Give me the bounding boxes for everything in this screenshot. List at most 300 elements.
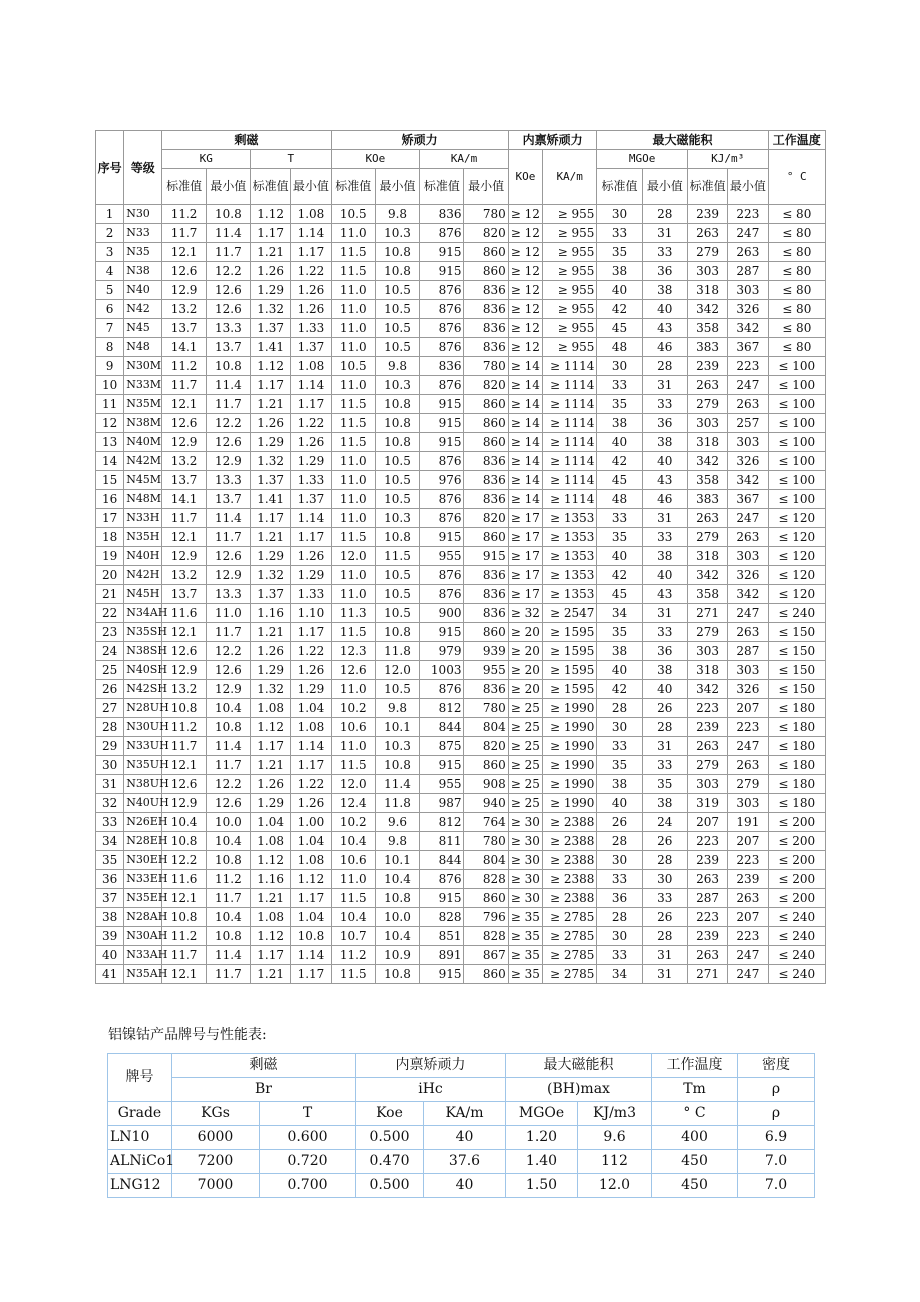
t-min-cell: 10.8	[291, 927, 331, 946]
seq-cell: 8	[96, 338, 124, 357]
kj-min-cell: 303	[728, 433, 768, 452]
temp-cell: ≤ 100	[768, 452, 825, 471]
alnico-kam-cell: 40	[424, 1174, 506, 1198]
t-std-cell: 1.21	[251, 528, 291, 547]
kg-std-cell: 12.6	[162, 414, 206, 433]
kj-min-cell: 303	[728, 661, 768, 680]
ik-kam-cell: ≥ 955	[543, 281, 597, 300]
mgoe-min-cell: 31	[642, 946, 687, 965]
grade-cell: N35H	[124, 528, 162, 547]
mgoe-min-cell: 31	[642, 604, 687, 623]
alnico-header-kgs: KGs	[172, 1102, 260, 1126]
temp-cell: ≤ 80	[768, 243, 825, 262]
ik-kam-cell: ≥ 1114	[543, 376, 597, 395]
seq-cell: 36	[96, 870, 124, 889]
t-std-cell: 1.17	[251, 224, 291, 243]
kg-min-cell: 11.7	[206, 243, 250, 262]
table-row	[96, 965, 826, 984]
alnico-header-rho: ρ	[738, 1078, 815, 1102]
seq-cell: 4	[96, 262, 124, 281]
kj-std-cell: 342	[687, 680, 727, 699]
koe-std-cell: 10.4	[331, 908, 375, 927]
mgoe-min-cell: 40	[642, 566, 687, 585]
koe-min-cell: 10.5	[375, 585, 419, 604]
alnico-kgs-cell: 7000	[172, 1174, 260, 1198]
temp-cell: ≤ 200	[768, 889, 825, 908]
kam-min-cell: 836	[464, 490, 508, 509]
kg-min-cell: 13.7	[206, 338, 250, 357]
table-row	[96, 243, 826, 262]
koe-std-cell: 11.0	[331, 680, 375, 699]
header-ik-kam: KA/m	[543, 150, 597, 205]
koe-std-cell: 10.4	[331, 832, 375, 851]
alnico-kgs-cell: 6000	[172, 1126, 260, 1150]
seq-cell: 14	[96, 452, 124, 471]
seq-cell: 38	[96, 908, 124, 927]
temp-cell: ≤ 180	[768, 794, 825, 813]
kg-min-cell: 11.4	[206, 376, 250, 395]
seq-cell: 10	[96, 376, 124, 395]
alnico-t-cell: 0.600	[260, 1126, 356, 1150]
kam-std-cell: 836	[420, 205, 464, 224]
alnico-tm-cell: 400	[652, 1126, 738, 1150]
kam-min-cell: 955	[464, 661, 508, 680]
alnico-header-t: T	[260, 1102, 356, 1126]
kg-min-cell: 11.7	[206, 965, 250, 984]
temp-cell: ≤ 100	[768, 376, 825, 395]
kam-min-cell: 820	[464, 737, 508, 756]
t-min-cell: 1.14	[291, 737, 331, 756]
seq-cell: 2	[96, 224, 124, 243]
ik-kam-cell: ≥ 955	[543, 205, 597, 224]
temp-cell: ≤ 150	[768, 642, 825, 661]
table-row	[96, 756, 826, 775]
koe-std-cell: 11.0	[331, 452, 375, 471]
header-coercivity: 矫顽力	[331, 131, 508, 150]
koe-std-cell: 10.5	[331, 357, 375, 376]
kam-min-cell: 939	[464, 642, 508, 661]
temp-cell: ≤ 80	[768, 224, 825, 243]
t-std-cell: 1.04	[251, 813, 291, 832]
kj-min-cell: 223	[728, 851, 768, 870]
mgoe-std-cell: 30	[597, 927, 642, 946]
ik-koe-cell: ≥ 25	[508, 794, 542, 813]
alnico-kj-cell: 112	[578, 1150, 652, 1174]
seq-cell: 20	[96, 566, 124, 585]
header-work-temp: 工作温度	[768, 131, 825, 150]
alnico-header-ihc: iHc	[356, 1078, 506, 1102]
koe-std-cell: 11.0	[331, 870, 375, 889]
mgoe-min-cell: 31	[642, 376, 687, 395]
table-row	[96, 414, 826, 433]
t-std-cell: 1.29	[251, 794, 291, 813]
kg-min-cell: 11.7	[206, 528, 250, 547]
mgoe-std-cell: 36	[597, 889, 642, 908]
kj-std-cell: 207	[687, 813, 727, 832]
t-std-cell: 1.29	[251, 281, 291, 300]
t-std-cell: 1.12	[251, 205, 291, 224]
ik-kam-cell: ≥ 2785	[543, 927, 597, 946]
ik-koe-cell: ≥ 12	[508, 281, 542, 300]
alnico-header-bhmax: (BH)max	[506, 1078, 652, 1102]
grade-cell: N40	[124, 281, 162, 300]
alnico-header-tm: Tm	[652, 1078, 738, 1102]
koe-std-cell: 12.0	[331, 775, 375, 794]
t-min-cell: 1.17	[291, 965, 331, 984]
kj-min-cell: 223	[728, 205, 768, 224]
mgoe-std-cell: 48	[597, 338, 642, 357]
koe-min-cell: 10.5	[375, 566, 419, 585]
kg-min-cell: 12.9	[206, 452, 250, 471]
koe-std-cell: 11.0	[331, 585, 375, 604]
kam-min-cell: 908	[464, 775, 508, 794]
kj-min-cell: 247	[728, 509, 768, 528]
temp-cell: ≤ 240	[768, 965, 825, 984]
mgoe-std-cell: 33	[597, 376, 642, 395]
header-kj-min: 最小值	[728, 169, 768, 205]
t-min-cell: 1.14	[291, 376, 331, 395]
mgoe-std-cell: 35	[597, 528, 642, 547]
kj-min-cell: 247	[728, 376, 768, 395]
ik-koe-cell: ≥ 14	[508, 433, 542, 452]
kj-std-cell: 279	[687, 243, 727, 262]
kj-min-cell: 223	[728, 718, 768, 737]
temp-cell: ≤ 80	[768, 262, 825, 281]
t-std-cell: 1.29	[251, 661, 291, 680]
ndfeb-table-header	[96, 131, 826, 205]
seq-cell: 11	[96, 395, 124, 414]
kam-min-cell: 780	[464, 832, 508, 851]
t-std-cell: 1.32	[251, 566, 291, 585]
mgoe-min-cell: 33	[642, 756, 687, 775]
koe-min-cell: 10.5	[375, 471, 419, 490]
kj-std-cell: 239	[687, 718, 727, 737]
table-row	[96, 737, 826, 756]
header-mgoe-std: 标准值	[597, 169, 642, 205]
kg-min-cell: 13.7	[206, 490, 250, 509]
kg-std-cell: 11.7	[162, 509, 206, 528]
kj-std-cell: 319	[687, 794, 727, 813]
kam-std-cell: 891	[420, 946, 464, 965]
alnico-header-br: Br	[172, 1078, 356, 1102]
t-std-cell: 1.16	[251, 604, 291, 623]
header-seq: 序号	[96, 131, 124, 205]
mgoe-min-cell: 35	[642, 775, 687, 794]
kj-std-cell: 271	[687, 965, 727, 984]
kj-std-cell: 342	[687, 452, 727, 471]
seq-cell: 28	[96, 718, 124, 737]
kj-std-cell: 383	[687, 338, 727, 357]
koe-min-cell: 10.8	[375, 433, 419, 452]
kg-std-cell: 12.6	[162, 775, 206, 794]
ik-koe-cell: ≥ 35	[508, 946, 542, 965]
t-std-cell: 1.29	[251, 433, 291, 452]
koe-std-cell: 12.0	[331, 547, 375, 566]
mgoe-std-cell: 38	[597, 775, 642, 794]
alnico-kam-cell: 40	[424, 1126, 506, 1150]
koe-min-cell: 10.5	[375, 604, 419, 623]
ik-koe-cell: ≥ 12	[508, 319, 542, 338]
ik-kam-cell: ≥ 1114	[543, 471, 597, 490]
koe-std-cell: 11.0	[331, 737, 375, 756]
mgoe-std-cell: 28	[597, 832, 642, 851]
kg-min-cell: 11.7	[206, 756, 250, 775]
header-t-min: 最小值	[291, 169, 331, 205]
grade-cell: N33AH	[124, 946, 162, 965]
kj-std-cell: 342	[687, 300, 727, 319]
table-row	[96, 889, 826, 908]
koe-min-cell: 10.8	[375, 528, 419, 547]
ik-koe-cell: ≥ 20	[508, 680, 542, 699]
seq-cell: 16	[96, 490, 124, 509]
kam-min-cell: 836	[464, 452, 508, 471]
table-row	[96, 262, 826, 281]
mgoe-min-cell: 33	[642, 889, 687, 908]
mgoe-min-cell: 31	[642, 224, 687, 243]
koe-min-cell: 11.4	[375, 775, 419, 794]
grade-cell: N38SH	[124, 642, 162, 661]
kg-min-cell: 12.2	[206, 642, 250, 661]
table-row	[96, 547, 826, 566]
koe-std-cell: 11.0	[331, 490, 375, 509]
ik-kam-cell: ≥ 1595	[543, 661, 597, 680]
t-min-cell: 1.17	[291, 623, 331, 642]
grade-cell: N38UH	[124, 775, 162, 794]
kam-std-cell: 828	[420, 908, 464, 927]
alnico-header-grade-cn: 牌号	[108, 1054, 172, 1102]
mgoe-std-cell: 28	[597, 699, 642, 718]
kg-std-cell: 11.7	[162, 737, 206, 756]
temp-cell: ≤ 240	[768, 927, 825, 946]
table-row	[96, 832, 826, 851]
mgoe-std-cell: 42	[597, 680, 642, 699]
kam-min-cell: 820	[464, 509, 508, 528]
kg-std-cell: 12.9	[162, 661, 206, 680]
header-koe-std: 标准值	[331, 169, 375, 205]
table-row	[96, 509, 826, 528]
mgoe-std-cell: 42	[597, 566, 642, 585]
t-min-cell: 1.17	[291, 243, 331, 262]
ik-kam-cell: ≥ 955	[543, 243, 597, 262]
kj-min-cell: 247	[728, 224, 768, 243]
t-min-cell: 1.04	[291, 832, 331, 851]
ik-koe-cell: ≥ 35	[508, 908, 542, 927]
ik-kam-cell: ≥ 2388	[543, 851, 597, 870]
grade-cell: N45	[124, 319, 162, 338]
temp-cell: ≤ 120	[768, 585, 825, 604]
ik-koe-cell: ≥ 30	[508, 851, 542, 870]
alnico-mgoe-cell: 1.40	[506, 1150, 578, 1174]
t-min-cell: 1.22	[291, 414, 331, 433]
kj-min-cell: 287	[728, 262, 768, 281]
alnico-rho-cell: 7.0	[738, 1150, 815, 1174]
temp-cell: ≤ 80	[768, 319, 825, 338]
t-min-cell: 1.00	[291, 813, 331, 832]
kam-std-cell: 987	[420, 794, 464, 813]
koe-min-cell: 10.8	[375, 395, 419, 414]
ik-kam-cell: ≥ 1114	[543, 414, 597, 433]
koe-std-cell: 11.5	[331, 623, 375, 642]
koe-min-cell: 9.6	[375, 813, 419, 832]
koe-min-cell: 10.8	[375, 756, 419, 775]
kg-min-cell: 13.3	[206, 319, 250, 338]
kg-std-cell: 11.7	[162, 376, 206, 395]
alnico-grade-cell: LN10	[108, 1126, 172, 1150]
table-row	[96, 870, 826, 889]
table-row	[96, 300, 826, 319]
header-kg-std: 标准值	[162, 169, 206, 205]
table-row	[96, 661, 826, 680]
mgoe-std-cell: 40	[597, 794, 642, 813]
kj-min-cell: 247	[728, 965, 768, 984]
kam-std-cell: 812	[420, 699, 464, 718]
kam-std-cell: 851	[420, 927, 464, 946]
ik-koe-cell: ≥ 12	[508, 262, 542, 281]
mgoe-std-cell: 40	[597, 433, 642, 452]
kj-min-cell: 326	[728, 680, 768, 699]
temp-cell: ≤ 180	[768, 699, 825, 718]
ik-koe-cell: ≥ 35	[508, 927, 542, 946]
kj-min-cell: 247	[728, 737, 768, 756]
koe-min-cell: 9.8	[375, 205, 419, 224]
koe-std-cell: 11.0	[331, 338, 375, 357]
kg-std-cell: 10.8	[162, 832, 206, 851]
seq-cell: 21	[96, 585, 124, 604]
koe-min-cell: 11.8	[375, 642, 419, 661]
kj-std-cell: 303	[687, 642, 727, 661]
temp-cell: ≤ 100	[768, 357, 825, 376]
temp-cell: ≤ 240	[768, 946, 825, 965]
kam-std-cell: 876	[420, 452, 464, 471]
t-min-cell: 1.22	[291, 262, 331, 281]
grade-cell: N33	[124, 224, 162, 243]
t-std-cell: 1.17	[251, 737, 291, 756]
ik-kam-cell: ≥ 1114	[543, 452, 597, 471]
ik-koe-cell: ≥ 14	[508, 376, 542, 395]
table-row	[96, 490, 826, 509]
table-row	[96, 376, 826, 395]
temp-cell: ≤ 200	[768, 832, 825, 851]
kj-std-cell: 358	[687, 471, 727, 490]
t-std-cell: 1.17	[251, 509, 291, 528]
t-std-cell: 1.21	[251, 243, 291, 262]
t-std-cell: 1.12	[251, 718, 291, 737]
koe-std-cell: 11.5	[331, 433, 375, 452]
kj-std-cell: 239	[687, 927, 727, 946]
kg-min-cell: 10.4	[206, 908, 250, 927]
t-min-cell: 1.08	[291, 357, 331, 376]
mgoe-min-cell: 36	[642, 262, 687, 281]
seq-cell: 15	[96, 471, 124, 490]
kg-min-cell: 11.7	[206, 623, 250, 642]
kam-std-cell: 915	[420, 528, 464, 547]
kg-min-cell: 11.7	[206, 395, 250, 414]
header-t: T	[251, 150, 332, 169]
ik-koe-cell: ≥ 14	[508, 471, 542, 490]
koe-std-cell: 12.6	[331, 661, 375, 680]
ik-kam-cell: ≥ 955	[543, 338, 597, 357]
ik-koe-cell: ≥ 12	[508, 243, 542, 262]
kg-std-cell: 13.2	[162, 452, 206, 471]
ik-koe-cell: ≥ 17	[508, 585, 542, 604]
seq-cell: 19	[96, 547, 124, 566]
kg-min-cell: 11.2	[206, 870, 250, 889]
header-grade: 等级	[124, 131, 162, 205]
ndfeb-table-body	[96, 205, 826, 984]
kj-min-cell: 279	[728, 775, 768, 794]
temp-cell: ≤ 100	[768, 433, 825, 452]
mgoe-min-cell: 26	[642, 908, 687, 927]
table-row	[96, 433, 826, 452]
alnico-t-cell: 0.720	[260, 1150, 356, 1174]
kj-min-cell: 287	[728, 642, 768, 661]
table-row	[96, 623, 826, 642]
t-min-cell: 1.17	[291, 528, 331, 547]
kg-min-cell: 12.6	[206, 300, 250, 319]
kg-min-cell: 12.9	[206, 566, 250, 585]
table-row	[96, 604, 826, 623]
kg-min-cell: 11.4	[206, 946, 250, 965]
ik-kam-cell: ≥ 2785	[543, 908, 597, 927]
ik-kam-cell: ≥ 1353	[543, 585, 597, 604]
alnico-grades-table	[107, 1053, 815, 1198]
mgoe-std-cell: 30	[597, 851, 642, 870]
t-min-cell: 1.04	[291, 699, 331, 718]
kam-min-cell: 860	[464, 262, 508, 281]
ik-kam-cell: ≥ 1595	[543, 623, 597, 642]
ik-kam-cell: ≥ 1114	[543, 395, 597, 414]
koe-std-cell: 11.2	[331, 946, 375, 965]
temp-cell: ≤ 120	[768, 566, 825, 585]
mgoe-min-cell: 30	[642, 870, 687, 889]
grade-cell: N30	[124, 205, 162, 224]
seq-cell: 5	[96, 281, 124, 300]
t-min-cell: 1.08	[291, 851, 331, 870]
kam-std-cell: 915	[420, 395, 464, 414]
ik-kam-cell: ≥ 1353	[543, 509, 597, 528]
kam-std-cell: 876	[420, 338, 464, 357]
grade-cell: N45H	[124, 585, 162, 604]
grade-cell: N35SH	[124, 623, 162, 642]
kg-min-cell: 10.4	[206, 699, 250, 718]
koe-std-cell: 10.7	[331, 927, 375, 946]
kg-std-cell: 11.2	[162, 205, 206, 224]
kam-min-cell: 836	[464, 471, 508, 490]
seq-cell: 13	[96, 433, 124, 452]
kj-min-cell: 263	[728, 243, 768, 262]
mgoe-std-cell: 35	[597, 623, 642, 642]
koe-min-cell: 12.0	[375, 661, 419, 680]
ik-koe-cell: ≥ 14	[508, 414, 542, 433]
kj-min-cell: 263	[728, 528, 768, 547]
grade-cell: N30AH	[124, 927, 162, 946]
table-row	[108, 1150, 815, 1174]
kj-std-cell: 279	[687, 395, 727, 414]
kg-min-cell: 10.4	[206, 832, 250, 851]
ik-kam-cell: ≥ 2785	[543, 946, 597, 965]
kj-min-cell: 263	[728, 623, 768, 642]
ik-koe-cell: ≥ 20	[508, 623, 542, 642]
t-min-cell: 1.26	[291, 281, 331, 300]
kam-std-cell: 812	[420, 813, 464, 832]
alnico-header-remanence: 剩磁	[172, 1054, 356, 1078]
kj-std-cell: 263	[687, 870, 727, 889]
grade-cell: N33EH	[124, 870, 162, 889]
kj-std-cell: 263	[687, 737, 727, 756]
t-std-cell: 1.37	[251, 319, 291, 338]
kg-std-cell: 13.7	[162, 319, 206, 338]
ik-kam-cell: ≥ 2388	[543, 889, 597, 908]
